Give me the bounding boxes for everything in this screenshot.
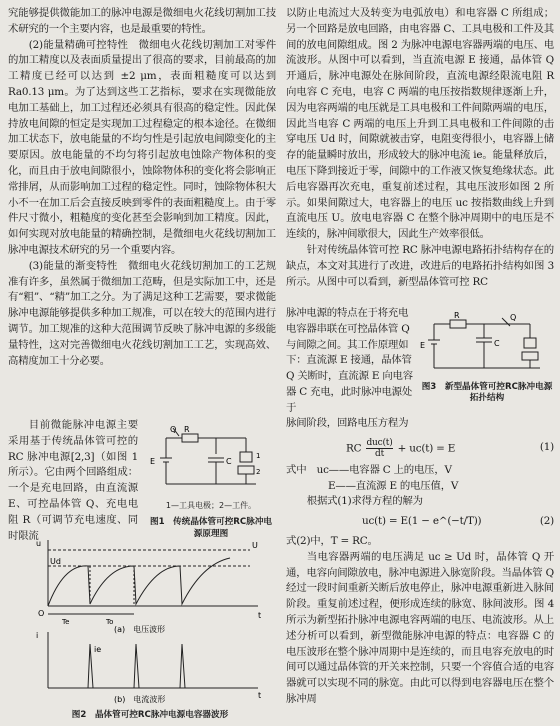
equation-1-body [346,438,455,459]
equation-1 [286,438,554,459]
where-line-1: 式中 uc——电容器 C 上的电压，V [286,463,452,476]
fig2-subcaption-a: (a) 电压波形 [114,625,166,634]
fig3-label-q: Q [510,313,517,322]
fig2-label-i: i [36,631,39,640]
fig2-subcaption-b: (b) 电流波形 [114,695,166,704]
left-column [8,6,276,369]
eq1-rhs: + uc(t) = E [397,442,456,455]
fig2-label-to: To [106,618,114,626]
fig3-label-e: E [420,341,426,350]
figure-1 [146,424,276,539]
eq1-frac-num: duc(t) [366,437,393,448]
fig1-label-r: R [184,425,190,434]
fig2-label-u: u [36,539,42,548]
eq2-body: uc(t) = E(1 − e^(−t/T)) [362,515,482,528]
right-wrap-text [286,306,414,417]
right-wrap-paragraph: 脉冲电源的特点在于将充电电容器串联在可控晶体管 Q 与间隙之间。其工作原理如下：直流源 E 接通，晶体管 Q 关断时，直流源 E 向电容器 C 充电，此时脉冲电源处于 [286,307,413,414]
fig2-label-o: O [38,609,45,618]
left-paragraph-3: (3)能量的渐变特性 微细电火花线切割加工的工艺规准有许多，虽然属于微细加工范畴，但是实际加工中，还是有“粗”、“精”加工之分。为了满足这种工艺需要，要求微能脉冲电源能够提供多种加工规准，可以在较大的范围内进行调节。加工规准的这种大范围调节反映了脉冲电源的多级能量特性，这对完善微细电火花线切割加工工艺，实现高效、高精度加工十分必要。 [8,259,276,367]
solve-line: 根据式(1)求得方程的解为 [306,495,423,508]
equation-2 [286,514,554,530]
fig1-caption: 图1 传统晶体管可控RC脉冲电源原理图 [149,517,273,539]
fig2-label-ie: ie [94,645,102,654]
fig2-label-te: Te [62,618,70,626]
fig1-label-c: C [226,457,232,466]
fig2-caption: 图2 晶体管可控RC脉冲电源电容器波形 [71,710,229,720]
fig1-subcaption: 1—工具电极；2—工件。 [165,501,257,510]
left-lower-text [8,418,138,544]
fig3-label-r: R [454,312,460,320]
figure-2-waveforms [30,536,270,704]
left-paragraph-1: 究能够提供微能加工的脉冲电源是微细电火花线切割加工技术研究的一个主要内容，也是最重要的特性。 [8,7,276,35]
eq1-lhs: RC [346,442,362,455]
left-paragraph-4: 目前微能脉冲电源主要采用基于传统晶体管可控的 RC 脉冲电源[2,3]（如图 1 所示）。它由两个回路组成：一个是充电回路，由直流源 E、可控晶体管 Q、充电电阻 R（可调节充电速度、同时限流 [8,419,138,542]
fig2-label-t1: t [258,611,262,620]
right-paragraph-4: 当电容器两端的电压满足 uc ≥ Ud 时，晶体管 Q 开通，电容向间隙放电，脉冲电源进入脉宽阶段。当晶体管 Q 经过一段时间重新关断后放电停止，脉冲电源重新进入脉间阶段。重复前述过程，便形成连续的脉宽、脉间波形。图 4 所示为新型拓扑脉冲电源电容两端的电压、电流波形。从上述分析可以看到，新型微能脉冲电源的特点：电容器 C 的电压波形在整个脉冲周期中是连续的，而且电容充放电的时间可以通过晶体管的开关来控制，只要一个容值合适的电容器就可以实现不同的脉宽。由此可以得到电容器电压在整个脉冲周 [286,550,554,705]
right-paragraph-1: 以防止电流过大及转变为电弧放电）和电容器 C 所组成；另一个回路是放电回路，由电容器 C、工具电极和工件及其间的放电间隙组成。图 2 为脉冲电源电容器两端的电压、电流波形。从图中可以看到，当直流电源 E 接通，晶体管 Q 开通后，脉冲电源处在脉间阶段，直流电源经限流电阻 R 向电容 C 充电，电容 C 两端的电压按指数规律逐渐上升，因为电容两端的电压就是工具电极和工件间隙两端的电压，因此当电容 C 两端的电压上升到工具电极和工件间隙的击穿电压 Ud 时，间隙就被击穿，电阻变得很小，电容器上储存的能量瞬时放出，形成较大的脉冲电流 ie。能量释放后，电压下降到接近于零，间隙中的工作液又恢复绝缘状态。此后电容器再次充电，重复前述过程，其电压波形如图 2 所示。如果间隙过大，电容器上的电压 uc 按指数曲线上升到直流电压 U。放电电容器 C 在整个脉冲周期中的电压是不连续的，脉冲间歇很大，因此生产效率很低。 [286,7,554,241]
fig1-label-1: 1 [256,452,261,460]
right-column [286,6,554,290]
figure-3-circuit [420,312,554,378]
figure-2 [30,536,270,722]
after-eq2: 式(2)中，T = RC。 [286,534,378,547]
fig3-caption: 图3 新型晶体管可控RC脉冲电源拓扑结构 [421,382,553,403]
fig1-label-q: Q [170,425,177,434]
eq2-number: (2) [539,515,554,528]
right-lower-text [286,416,554,708]
where-line-2: E——直流源 E 的电压值，V [328,479,459,492]
fig1-label-e: E [150,457,156,466]
eq1-frac-den: dt [375,448,384,459]
fig2-label-t2: t [258,691,262,700]
figure-1-circuit [146,424,276,496]
fig1-label-2: 2 [256,468,261,476]
fig2-label-U: U [252,541,258,550]
figure-3 [420,312,554,402]
eq1-fraction [366,438,392,459]
left-paragraph-2: (2)能量精确可控特性 微细电火花线切割加工对零件的加工精度以及表面质量提出了很高的要求，目前最高的加工精度已经可以达到 ±2 μm，表面粗糙度可以达到 Ra0.13 μm。为了达到这些工艺指标，要求在实现微能放电加工基础上，加工过程还必须具有很高的稳定性。因此保持放电间隙的恒定是实现加工过程稳定的根本途径。在微细加工状态下，放电能量的不均匀性是引起放电间隙变化的主要原因。放电能量的不均匀将引起放电蚀除产物体积的变化，而且由于放电间隙很小，蚀除物体积的变化将会影响正常排屑，从而影响加工过程的稳定性。同时，蚀除物体积大小不一在加工后会直接反映到零件的表面粗糙度上。由于零件尺寸微小，粗糙度的变化甚至会影响到加工精度。因此，如何实现对放电能量的精确控制，是微细电火花线切割加工脉冲电源技术研究的另一个重要内容。 [8,38,276,256]
right-paragraph-3: 脉间阶段，回路电压方程为 [286,417,409,429]
eq1-number: (1) [539,441,554,454]
fig3-label-c: C [494,339,500,348]
fig2-label-ud: Ud [50,557,61,566]
right-paragraph-2: 针对传统晶体管可控 RC 脉冲电源电路拓扑结构存在的缺点，本文对其进行了改进，改进后的电路拓扑结构如图 3 所示。从图中可以看到，新型晶体管可控 RC [286,243,554,288]
